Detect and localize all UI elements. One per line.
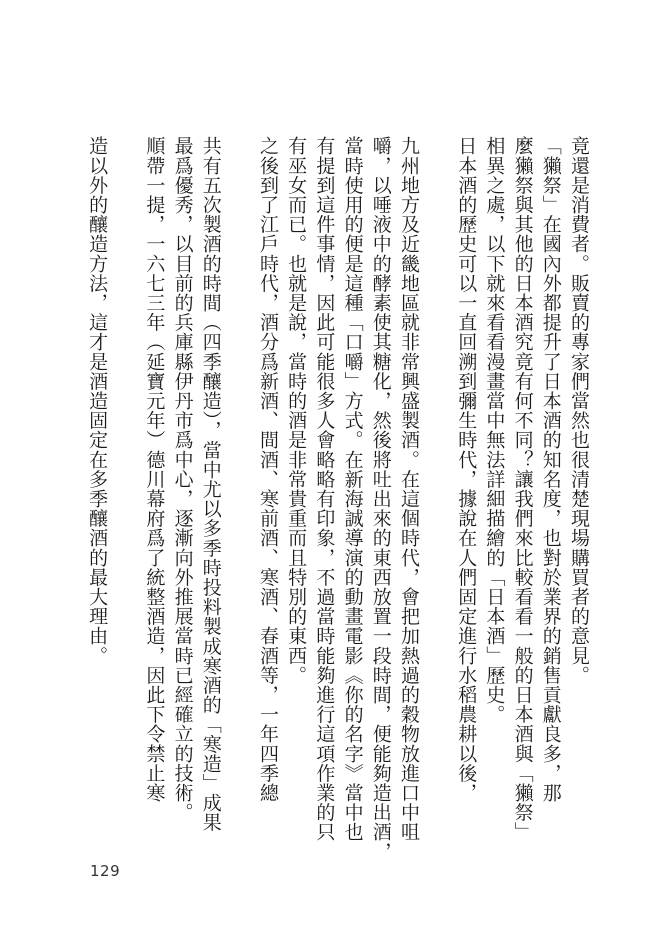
text-column: 順帶一提，一六七三年（延寶元年）德川幕府爲了統整酒造，因此下令禁止寒 — [143, 136, 166, 803]
text-column: 最爲優秀，以目前的兵庫縣伊丹市爲中心，逐漸向外推展當時已經確立的技術。 — [171, 136, 194, 822]
text-column: 「獺祭」在國內外都提升了日本酒的知名度，也對於業界的銷售貢獻良多，那 — [539, 136, 562, 803]
text-column: 九州地方及近畿地區就非常興盛製酒。在這個時代，會把加熱過的穀物放進口中咀 — [397, 136, 420, 842]
page-number: 129 — [90, 862, 121, 880]
text-column: 當時使用的便是這種「口嚼」方式。在新海誠導演的動畫電影《你的名字》當中也 — [341, 136, 364, 842]
text-column: 竟還是消費者。販賣的專家們當然也很清楚現場購買者的意見。 — [568, 136, 590, 685]
text-column: 日本酒的歷史可以一直回溯到彌生時代，據說在人們固定進行水稻農耕以後， — [455, 136, 478, 803]
vertical-text-body — [83, 136, 593, 862]
text-column: 共有五次製酒的時間（四季釀造），當中尤以多季時投料製成寒酒的「寒造」成果 — [199, 136, 222, 833]
text-column: 之後到了江戶時代，酒分爲新酒、間酒、寒前酒、寒酒、春酒等，一年四季總 — [256, 136, 279, 803]
text-column: 麼獺祭與其他的日本酒究竟有何不同？讓我們來比較看看一般的日本酒與「獺祭」 — [511, 136, 534, 842]
text-column: 相異之處，以下就來看看漫畫當中無法詳細描繪的「日本酒」歷史。 — [483, 136, 506, 724]
text-column: 有巫女而已。也就是說，當時的酒是非常貴重而且特別的東西。 — [285, 136, 308, 685]
text-column: 有提到這件事情，因此可能很多人會略略有印象，不過當時能夠進行這項作業的只 — [313, 136, 336, 842]
text-column: 嚼，以唾液中的酵素使其糖化，然後將吐出來的東西放置一段時間，便能夠造出酒， — [369, 136, 392, 862]
text-column: 造以外的釀造方法，這才是酒造固定在多季釀酒的最大理由。 — [86, 136, 109, 666]
